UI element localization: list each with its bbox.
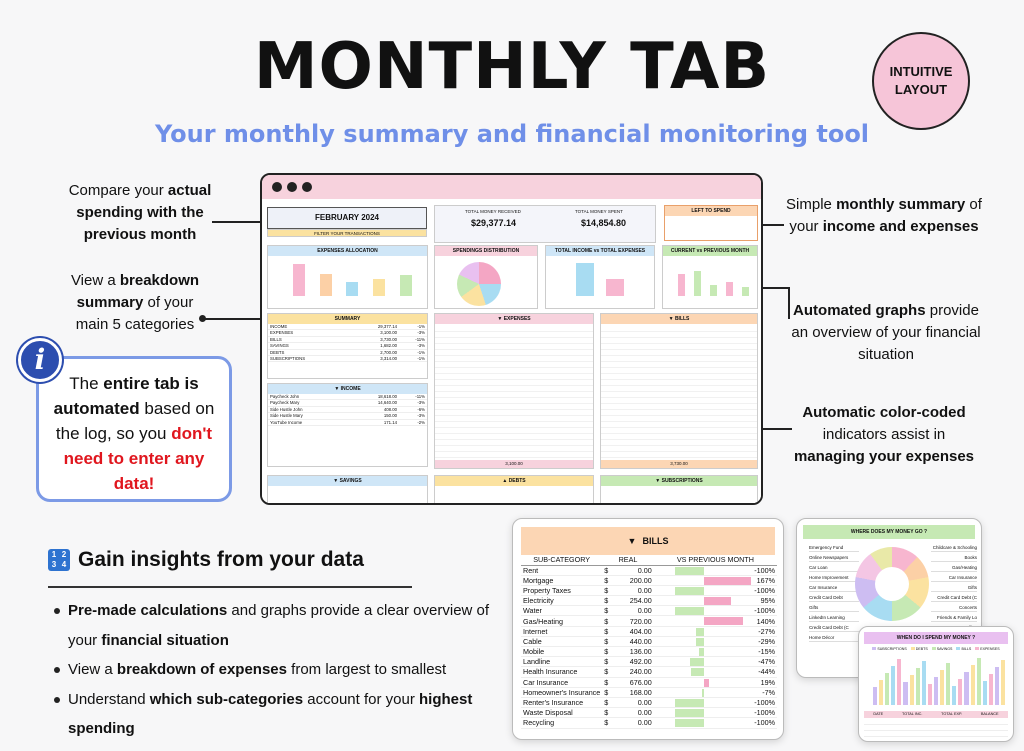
chart-bar	[293, 264, 305, 296]
stacked-bar-chart	[873, 657, 1005, 705]
chart-bar	[928, 684, 932, 705]
sub-category: Landline	[521, 657, 602, 667]
legend-label: Car Insurance	[931, 575, 977, 582]
income-vs-expenses-chart	[545, 245, 655, 309]
pointer-dot	[199, 315, 206, 322]
income-row: Side Hustle John 408.00 -6%	[270, 406, 425, 412]
subscriptions-table: ▼ SUBSCRIPTIONS	[600, 475, 758, 505]
legend-label: Car Loan	[809, 565, 859, 572]
change-bar	[704, 597, 731, 605]
table-row: Mortgage $ 200.00 167%	[523, 575, 775, 585]
legend-entry: EXPENSES	[975, 646, 999, 652]
table-row: Waste Disposal $ 0.00 -100%	[523, 708, 775, 718]
income-row: Side Hustle Mary 150.00 -3%	[270, 413, 425, 419]
received-label: TOTAL MONEY RECEIVED	[465, 209, 521, 214]
month-label: FEBRUARY 2024	[267, 207, 427, 229]
chart-bar	[977, 658, 981, 705]
sub-category: Cable	[521, 636, 602, 646]
change-bar	[675, 607, 703, 615]
column-header: REAL	[602, 555, 653, 565]
legend-label: Concerts	[931, 605, 977, 612]
legend-entry: DEBTS	[911, 646, 928, 652]
change-bar	[702, 689, 704, 697]
column-header: SUB-CATEGORY	[521, 555, 602, 565]
summary-table	[267, 313, 428, 379]
totals-panel	[434, 205, 656, 243]
donut-chart	[855, 547, 929, 621]
chart-bar	[726, 282, 733, 296]
sub-category: Recycling	[521, 718, 602, 728]
table-row: Gas/Heating $ 720.00 140%	[523, 616, 775, 626]
chart-bar	[710, 285, 717, 296]
left-to-spend-panel	[664, 205, 758, 241]
legend-label: Home Décor	[809, 635, 859, 642]
summary-title: SUMMARY	[268, 314, 427, 324]
chart-bar	[742, 287, 749, 296]
chart-bar	[952, 686, 956, 705]
change-bar	[675, 587, 703, 595]
table-row: Cable $ 440.00 -29%	[523, 636, 775, 646]
chart-bar	[891, 666, 895, 705]
collapse-arrow-icon: ▼	[627, 536, 637, 546]
sub-category: Internet	[521, 626, 602, 636]
card-title: WHEN DO I SPEND MY MONEY ?	[864, 632, 1008, 644]
numbers-icon: 1 2 3 4	[48, 549, 70, 571]
sub-category: Gas/Heating	[521, 616, 602, 626]
change-bar	[704, 679, 709, 687]
chart-bar	[897, 659, 901, 705]
spendings-distribution-chart	[434, 245, 538, 309]
change-bar	[690, 658, 703, 666]
sub-category: Car Insurance	[521, 677, 602, 687]
summary-row: INCOME 29,377.14 -1%	[270, 324, 425, 329]
chart-bar	[958, 679, 962, 705]
table-row: Health Insurance $ 240.00 -44%	[523, 667, 775, 677]
window-dot-icon	[287, 182, 297, 192]
summary-row: SAVINGS 1,682.00 -3%	[270, 343, 425, 349]
sub-category: Mobile	[521, 647, 602, 657]
sub-category: Rent	[521, 565, 602, 575]
sub-category: Electricity	[521, 596, 602, 606]
sub-category: Waste Disposal	[521, 708, 602, 718]
note-simple: Simple monthly summary of your income and expenses	[786, 196, 982, 235]
pointer-line	[788, 287, 790, 319]
expenses-allocation-chart	[267, 245, 428, 309]
change-bar	[696, 628, 704, 636]
note-graphs: Automated graphs provide an overview of your financial situation	[791, 302, 981, 363]
legend-label: Emergency Fund	[809, 545, 859, 552]
monthly-sheet-preview	[260, 173, 763, 505]
legend-label: Childcare & Schooling	[932, 545, 977, 550]
legend-label: Online Newspapers	[809, 555, 859, 562]
column-header: TOTAL EXP.	[941, 712, 963, 716]
list-item: View a breakdown of expenses from largest to smallest	[52, 655, 492, 685]
bills-table	[521, 555, 777, 729]
filter-button[interactable]: FILTER YOUR TRANSACTIONS	[267, 229, 427, 237]
list-item: Understand which sub-categories account for your highest spending	[52, 685, 492, 744]
legend-label: LinkedIn Learning	[809, 615, 859, 622]
legend-entry: SAVINGS	[932, 646, 953, 652]
bills-table-zoom	[512, 518, 784, 740]
chart-bar	[934, 677, 938, 705]
sub-category: Health Insurance	[521, 667, 602, 677]
info-icon: i	[18, 338, 62, 382]
insights-list	[52, 596, 492, 744]
window-dot-icon	[272, 182, 282, 192]
sub-category: Renter's Insurance	[521, 697, 602, 707]
chart-bar	[916, 668, 920, 705]
left-label: LEFT TO SPEND	[665, 206, 757, 216]
chart-bar	[964, 672, 968, 705]
summary-row: DEBTS 2,700.00 -1%	[270, 349, 425, 355]
table-row: Landline $ 492.00 -47%	[523, 657, 775, 667]
bills-title: ▼ BILLS	[521, 527, 775, 555]
change-bar	[675, 567, 703, 575]
divider	[48, 586, 412, 588]
legend-label: Friends & Family Lo	[931, 615, 977, 622]
spent-value: $14,854.80	[581, 218, 627, 228]
column-header: TOTAL INC.	[901, 712, 923, 716]
income-row: Paycheck John 18,618.00 -11%	[270, 394, 425, 399]
bills-mini-total: 3,730.00	[601, 460, 757, 468]
column-header: VS PREVIOUS MONTH	[654, 555, 777, 565]
legend-label: Credit Card Debt (C	[809, 625, 859, 632]
automation-callout: The entire tab is automated based on the log, so you don't need to enter any data!	[36, 356, 232, 502]
spent-label: TOTAL MONEY SPENT	[575, 209, 623, 214]
panel-title: CURRENT vs PREVIOUS MONTH	[663, 246, 757, 256]
list-item: Pre-made calculations and graphs provide a clear overview of your financial situation	[52, 596, 492, 655]
chart-bar	[885, 673, 889, 705]
change-bar	[704, 617, 744, 625]
legend-entry: SUBSCRIPTIONS	[872, 646, 906, 652]
legend-label: Gifts	[809, 605, 859, 612]
legend-label: Credit Card Debt (C	[931, 595, 977, 602]
pointer-line	[202, 318, 266, 320]
debts-table: ▲ DEBTS	[434, 475, 594, 505]
page-subtitle: Your monthly summary and financial monitoring tool	[154, 120, 870, 148]
intuitive-layout-badge: INTUITIVE LAYOUT	[872, 32, 970, 130]
income-title: ▼ INCOME	[268, 384, 427, 394]
chart-bar	[995, 667, 999, 705]
chart-bar	[678, 274, 685, 296]
window-titlebar	[262, 175, 761, 199]
panel-title: EXPENSES ALLOCATION	[268, 246, 427, 256]
column-header: BALANCE	[980, 712, 999, 716]
savings-table: ▼ SAVINGS	[267, 475, 428, 505]
when-spend-card	[858, 626, 1014, 742]
chart-bar	[873, 687, 877, 705]
expenses-total: 3,100.00	[435, 460, 593, 468]
table-row: Renter's Insurance $ 0.00 -100%	[523, 698, 775, 708]
legend-label: Car Insurance	[809, 585, 859, 592]
insights-heading: 1 2 3 4 Gain insights from your data	[48, 548, 364, 572]
income-table	[267, 383, 428, 467]
page-title: MONTHLY TAB	[253, 30, 771, 104]
current-vs-previous-chart	[662, 245, 758, 309]
legend-label: Gifts	[931, 585, 977, 592]
chart-bar	[320, 274, 332, 296]
change-bar	[675, 699, 703, 707]
sub-category: Mortgage	[521, 575, 602, 585]
sub-category: Property Taxes	[521, 585, 602, 595]
column-header: DATE	[873, 712, 884, 716]
chart-bar	[983, 681, 987, 705]
legend-label: Gas/Heating	[931, 565, 977, 572]
panel-title: SPENDINGS DISTRIBUTION	[435, 246, 537, 256]
table-row: Water $ 0.00 -100%	[523, 606, 775, 616]
table-row: Mobile $ 136.00 -15%	[523, 647, 775, 657]
change-bar	[675, 709, 703, 717]
received-value: $29,377.14	[471, 218, 517, 228]
chart-bar	[606, 279, 624, 296]
table-row: Property Taxes $ 0.00 -100%	[523, 585, 775, 595]
legend-label: Credit Card Debt	[809, 595, 859, 602]
change-bar	[675, 719, 703, 727]
chart-bar	[1001, 660, 1005, 705]
chart-bar	[940, 670, 944, 705]
chart-bar	[694, 271, 701, 296]
chart-bar	[971, 665, 975, 705]
note-color: Automatic color-coded indicators assist in managing your expenses	[793, 404, 975, 465]
bills-mini-table	[600, 313, 758, 469]
sub-category: Water	[521, 606, 602, 616]
income-row: YouTube Income 171.14 -2%	[270, 419, 425, 425]
change-bar	[696, 638, 704, 646]
table-row: Internet $ 404.00 -27%	[523, 626, 775, 636]
chart-bar	[400, 275, 412, 296]
legend-label: Home Improvement	[809, 575, 859, 582]
table-row: Rent $ 0.00 -100%	[523, 565, 775, 575]
chart-bar	[989, 674, 993, 705]
income-row: Paycheck Mary 14,640.00 -3%	[270, 400, 425, 406]
summary-row: SUBSCRIPTIONS 3,314.00 -1%	[270, 355, 425, 361]
change-bar	[704, 577, 751, 585]
change-bar	[691, 668, 703, 676]
expenses-table	[434, 313, 594, 469]
table-row: Car Insurance $ 676.00 19%	[523, 677, 775, 687]
expenses-title: ▼ EXPENSES	[435, 314, 593, 324]
card-title: WHERE DOES MY MONEY GO ?	[803, 525, 975, 539]
note-breakdown: View a breakdown summary of your main 5 categories	[70, 272, 200, 333]
chart-bar	[879, 680, 883, 705]
table-row: Homeowner's Insurance $ 168.00 -7%	[523, 687, 775, 697]
chart-bar	[910, 675, 914, 705]
summary-row: BILLS 3,730.00 -11%	[270, 336, 425, 342]
chart-bar	[346, 282, 358, 296]
chart-bar	[373, 279, 385, 296]
legend-entry: BILLS	[956, 646, 971, 652]
change-bar	[699, 648, 703, 656]
chart-bar	[576, 263, 594, 296]
pie-chart	[457, 262, 501, 306]
chart-bar	[922, 661, 926, 705]
note-compare: Compare your actual spending with the previous month	[68, 182, 212, 243]
sub-category: Homeowner's Insurance	[523, 687, 601, 697]
summary-row: EXPENSES 3,100.00 -3%	[270, 330, 425, 336]
panel-title: TOTAL INCOME vs TOTAL EXPENSES	[546, 246, 654, 256]
table-row: Recycling $ 0.00 -100%	[523, 718, 775, 728]
legend-label: Books	[931, 555, 977, 562]
chart-bar	[903, 682, 907, 705]
chart-bar	[946, 663, 950, 705]
table-row: Electricity $ 254.00 95%	[523, 596, 775, 606]
bills-mini-title: ▼ BILLS	[601, 314, 757, 324]
window-dot-icon	[302, 182, 312, 192]
